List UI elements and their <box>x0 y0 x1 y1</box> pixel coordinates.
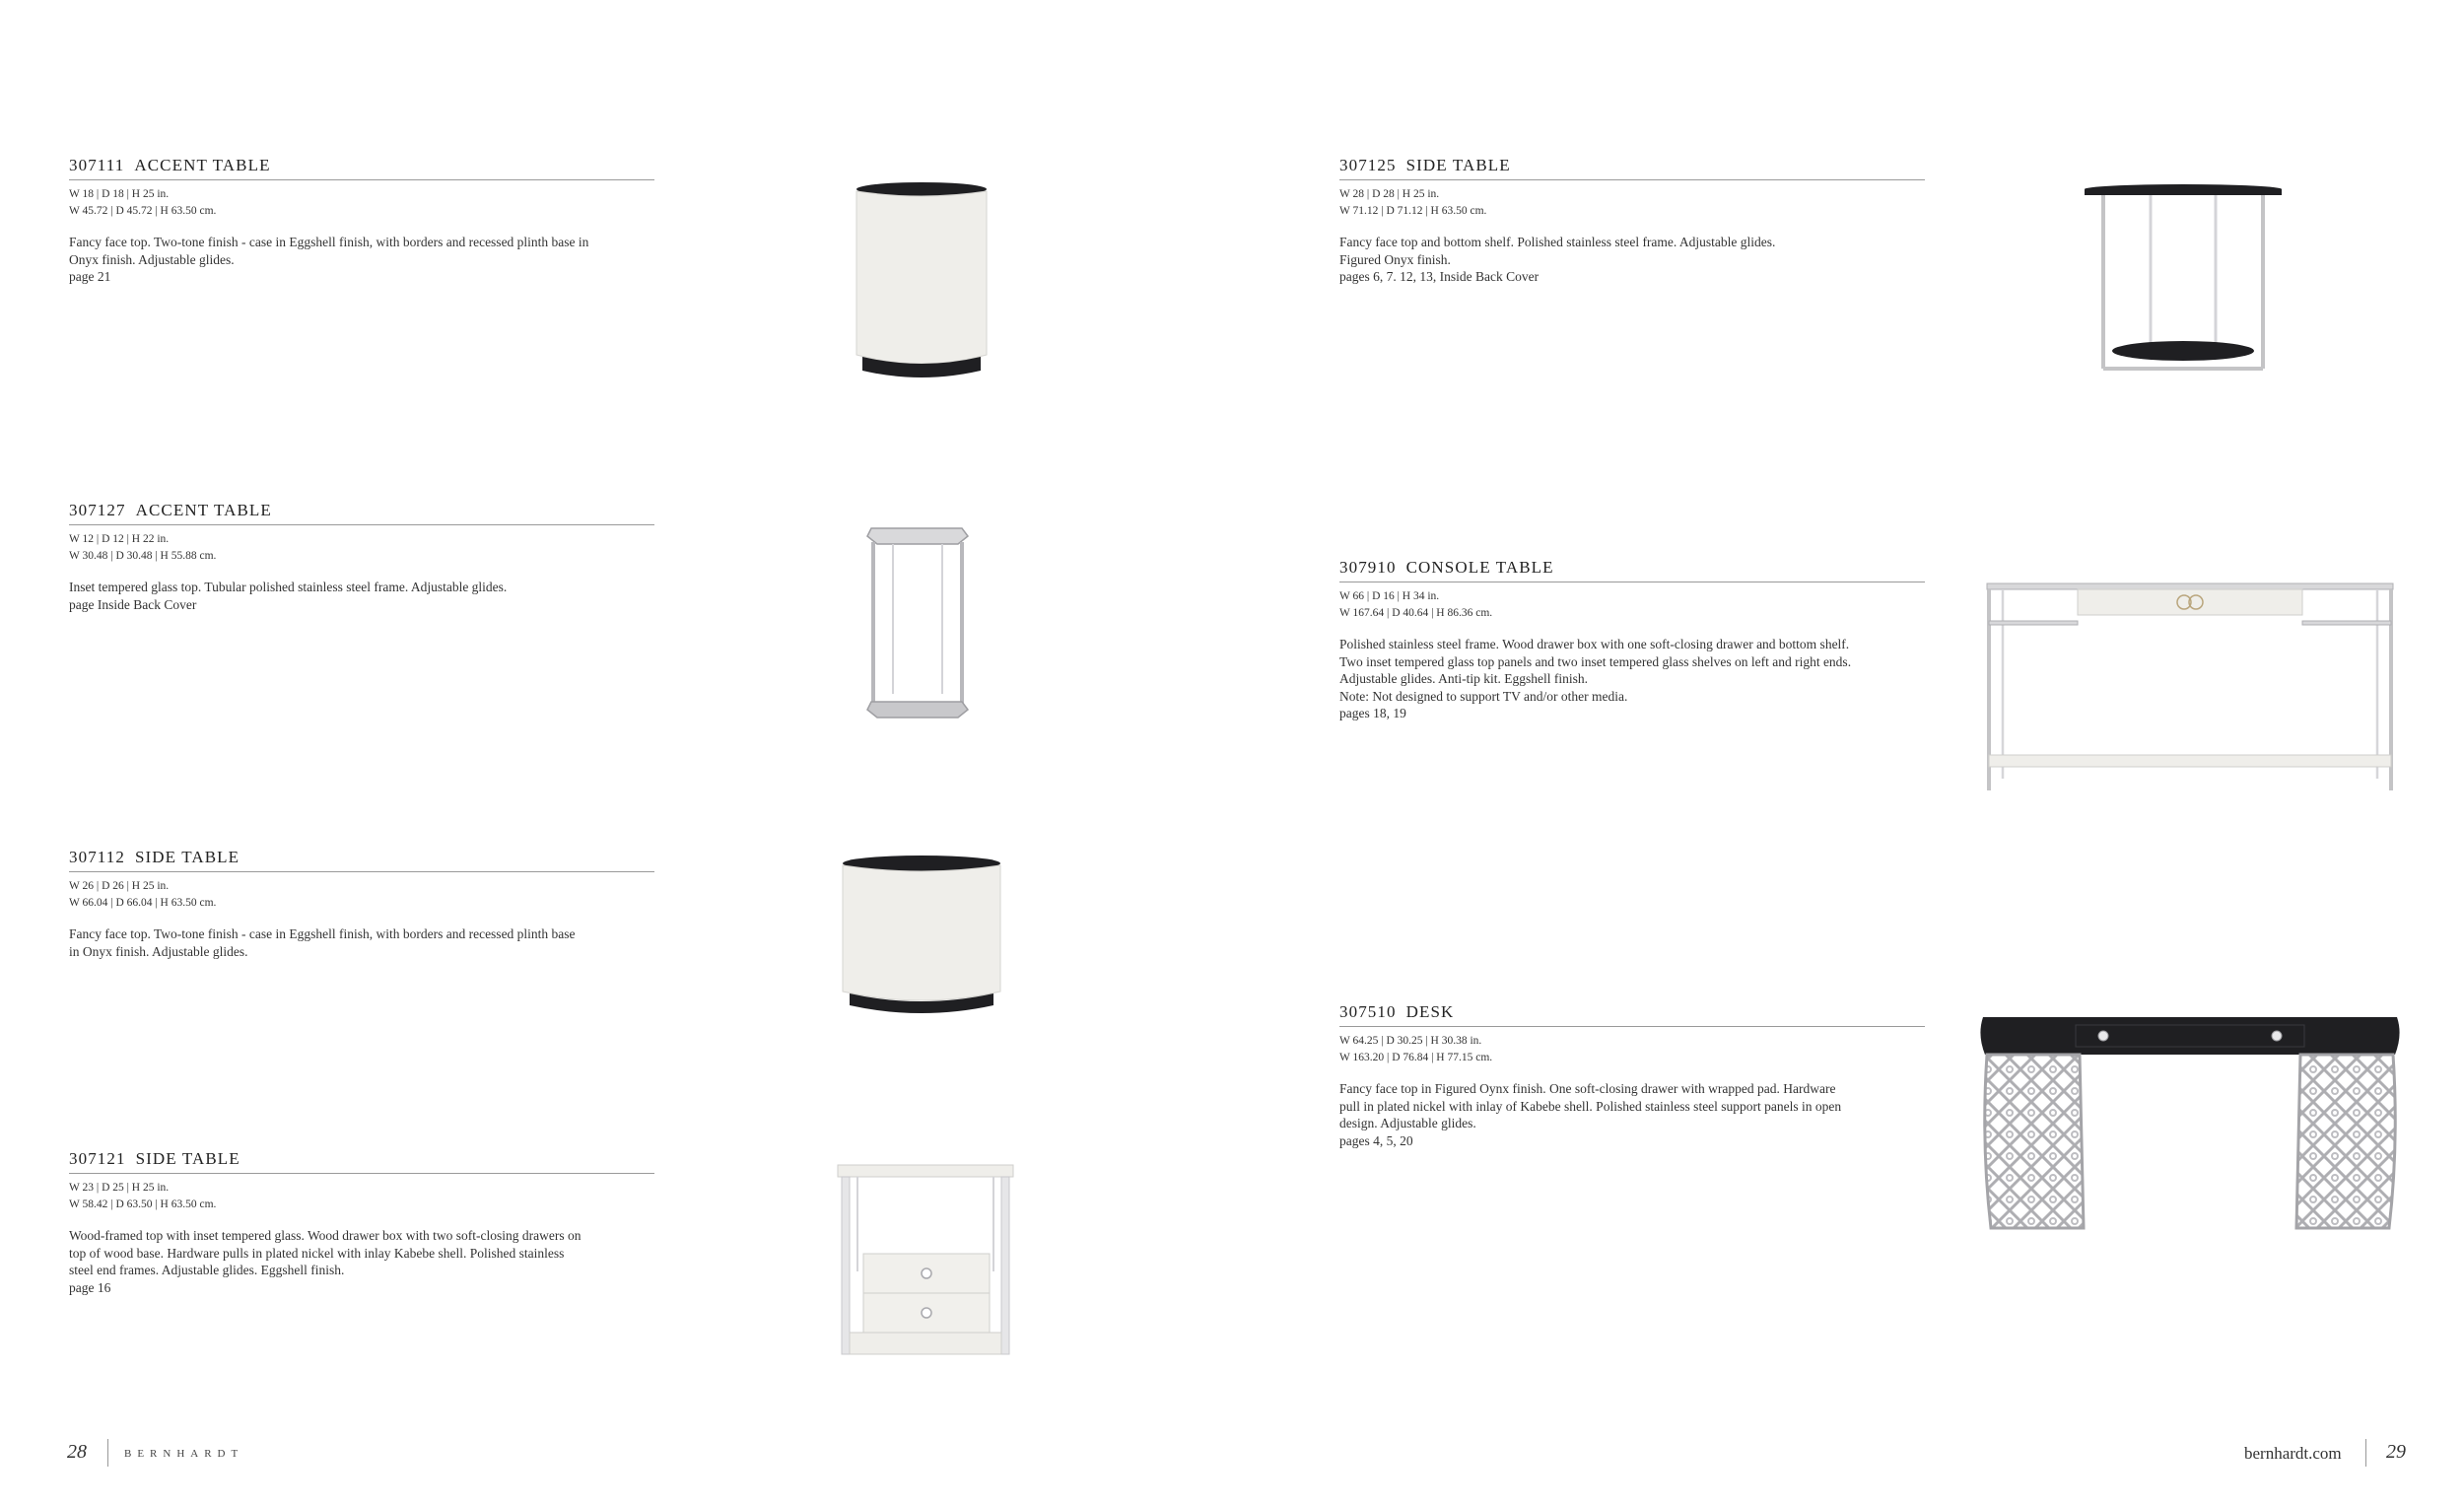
product-307125 <box>1339 156 1925 286</box>
product-title: 307111 ACCENT TABLE <box>69 156 654 180</box>
product-307127 <box>69 501 654 613</box>
description: Fancy face top. Two-tone finish - case in Eggshell finish, with borders and recessed plinth base in Onyx finish. Adjustable glides. page 21 <box>69 234 654 286</box>
product-307510 <box>1339 1002 1925 1149</box>
page-number-left: 28 <box>67 1441 87 1463</box>
description: Wood-framed top with inset tempered glass. Wood drawer box with two soft-closing drawers on top of wood base. Hardware pulls in plated nickel with inlay Kabebe shell. Polished stainless steel end frames. Adjustable glides. Eggshell finish. page 16 <box>69 1227 654 1296</box>
description: Inset tempered glass top. Tubular polished stainless steel frame. Adjustable glides. page Inside Back Cover <box>69 579 654 613</box>
brand-name: BERNHARDT <box>124 1448 244 1460</box>
product-title: 307112 SIDE TABLE <box>69 848 654 872</box>
product-title: 307121 SIDE TABLE <box>69 1149 654 1174</box>
product-307910 <box>1339 558 1925 722</box>
side-table-307121-image <box>836 1163 1015 1358</box>
dimensions: W 26 | D 26 | H 25 in. W 66.04 | D 66.04 | H 63.50 cm. <box>69 880 217 909</box>
description: Fancy face top in Figured Oynx finish. One soft-closing drawer with wrapped pad. Hardware pull in plated nickel with inlay of Kabebe shell. Polished stainless steel support panels in open design. Adjustable glides. pages 4, 5, 20 <box>1339 1080 1925 1149</box>
product-307111 <box>69 156 654 286</box>
product-title: 307127 ACCENT TABLE <box>69 501 654 525</box>
dimensions: W 12 | D 12 | H 22 in. W 30.48 | D 30.48 | H 55.88 cm. <box>69 533 217 562</box>
description: Fancy face top. Two-tone finish - case in Eggshell finish, with borders and recessed plinth base in Onyx finish. Adjustable glides. <box>69 926 576 959</box>
product-307112 <box>69 848 654 960</box>
footer-divider <box>107 1439 108 1467</box>
page-reference: page 16 <box>69 1279 111 1295</box>
product-title: 307510 DESK <box>1339 1002 1925 1027</box>
dimensions: W 23 | D 25 | H 25 in. W 58.42 | D 63.50 | H 63.50 cm. <box>69 1182 217 1210</box>
footer-divider <box>2365 1439 2366 1467</box>
page-reference: pages 18, 19 <box>1339 706 1406 720</box>
description: Polished stainless steel frame. Wood drawer box with one soft-closing drawer and bottom shelf. Two inset tempered glass top panels and two inset tempered glass shelves on left and right ends. Adjustable glides. Anti-tip kit. Eggshell finish. Note: Not designed to support TV and/or other media. pages 18, 19 <box>1339 636 1925 722</box>
side-table-307125-image <box>2082 181 2285 375</box>
description: Fancy face top and bottom shelf. Polished stainless steel frame. Adjustable glides. Figured Onyx finish. pages 6, 7. 12, 13, Inside Back Cover <box>1339 234 1925 286</box>
product-307121 <box>69 1149 654 1296</box>
page-number-right: 29 <box>2386 1441 2406 1463</box>
accent-table-307111-image <box>843 177 1000 384</box>
console-table-307910-image <box>1983 582 2397 792</box>
product-title: 307910 CONSOLE TABLE <box>1339 558 1925 582</box>
dimensions: W 28 | D 28 | H 25 in. W 71.12 | D 71.12 | H 63.50 cm. <box>1339 188 1487 217</box>
dimensions: W 66 | D 16 | H 34 in. W 167.64 | D 40.64 | H 86.36 cm. <box>1339 590 1493 619</box>
side-table-307112-image <box>836 852 1008 1019</box>
website-url: bernhardt.com <box>2244 1444 2342 1463</box>
page-reference: pages 6, 7. 12, 13, Inside Back Cover <box>1339 269 1540 284</box>
page-reference: page Inside Back Cover <box>69 596 197 612</box>
page-reference: pages 4, 5, 20 <box>1339 1132 1413 1148</box>
product-title: 307125 SIDE TABLE <box>1339 156 1925 180</box>
desk-307510-image <box>1977 1015 2403 1230</box>
dimensions: W 18 | D 18 | H 25 in. W 45.72 | D 45.72 | H 63.50 cm. <box>69 188 217 217</box>
accent-table-307127-image <box>865 524 970 726</box>
page-reference: page 21 <box>69 269 111 284</box>
dimensions: W 64.25 | D 30.25 | H 30.38 in. W 163.20 | D 76.84 | H 77.15 cm. <box>1339 1035 1493 1063</box>
